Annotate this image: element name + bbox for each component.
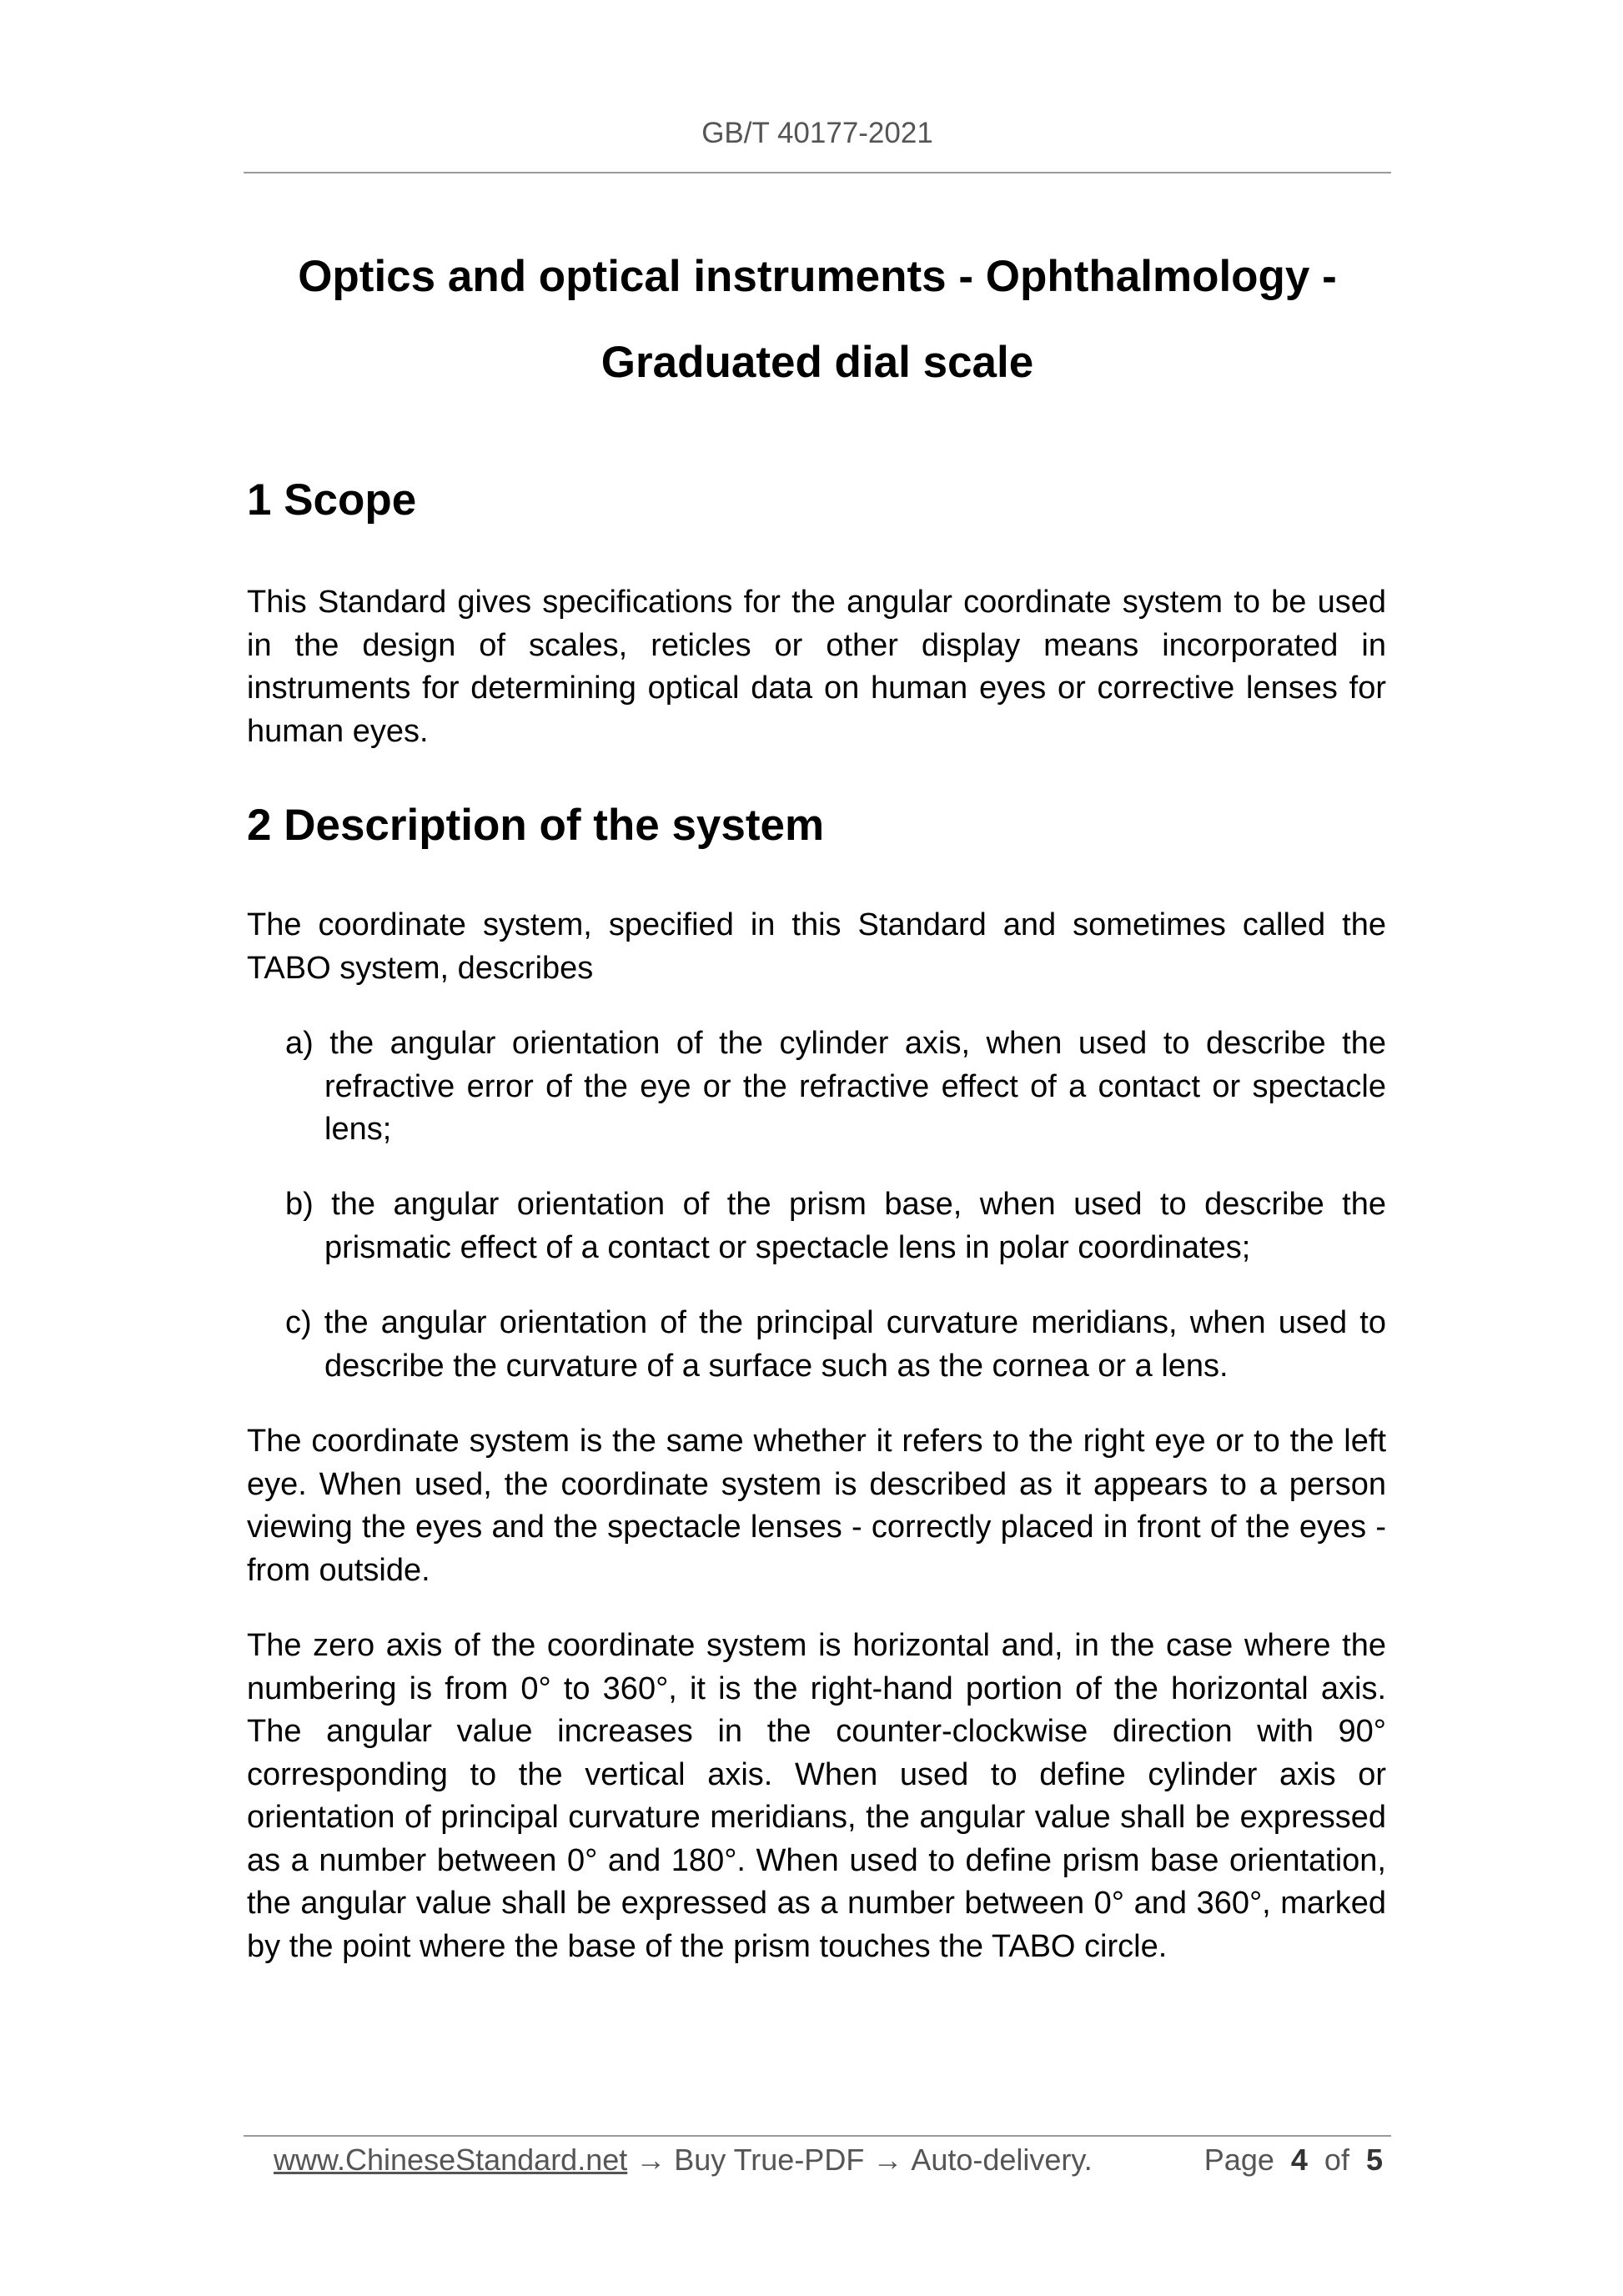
scope-paragraph: This Standard gives specifications for the angular coordinate system to be used in the design of scales, reticles or other display means incorporated in instruments for determining optical data on human eyes or corrective lenses for human eyes. [247,585,1386,749]
title-line-1: Optics and optical instruments - Ophthalmology - [298,252,1337,301]
document-id-header: GB/T 40177-2021 [701,117,933,149]
buy-pdf-text: Buy True-PDF [674,2143,865,2177]
page-total: 5 [1365,2143,1383,2177]
title-line-2: Graduated dial scale [600,338,1034,387]
footer-divider [244,2135,1391,2137]
website-link[interactable]: www.ChineseStandard.net [274,2143,628,2177]
page-number [1204,2138,1383,2182]
list-item-b: b) the angular orientation of the prism base, when used to describe the prismatic effect of a contact or spectacle lens in polar coordinates; [285,1187,1386,1265]
section-heading-scope: 1 Scope [247,475,417,525]
arrow-right-icon: → [636,2143,666,2177]
section-heading-description: 2 Description of the system [247,801,825,850]
page-label: Page [1203,2143,1274,2177]
description-paragraph-2: The coordinate system is the same whether it refers to the right eye or to the left eye. When used, the coordinate system is described as it appears to a person viewing the eyes and the spectacle lenses - correctly placed in front of the eyes - from outside. [247,1424,1386,1588]
description-intro-paragraph: The coordinate system, specified in this Standard and sometimes called the TABO system, describes [247,907,1386,986]
header-divider [244,172,1391,173]
arrow-right-icon: → [872,2143,903,2177]
document-title [244,234,1391,405]
page-of: of [1324,2143,1349,2177]
page-current: 4 [1290,2143,1308,2177]
page-footer [274,2138,1383,2182]
list-item-a: a) the angular orientation of the cylinder axis, when used to describe the refractive error of the eye or the refractive effect of a contact or spectacle lens; [285,1026,1386,1147]
auto-delivery-text: Auto-delivery. [911,2143,1093,2177]
description-paragraph-3: The zero axis of the coordinate system is horizontal and, in the case where the numbering is from 0° to 360°, it is the right-hand portion of the horizontal axis. The angular value increases in the counter-clockwise direction with 90° corresponding to the vertical axis. When used to define cylinder axis or orientation of principal curvature meridians, the angular value shall be expressed as a number between 0° and 180°. When used to define prism base orientation, the angular value shall be expressed as a number between 0° and 360°, marked by the point where the base of the prism touches the TABO circle. [247,1628,1386,1964]
list-item-c: c) the angular orientation of the principal curvature meridians, when used to describe the curvature of a surface such as the cornea or a lens. [285,1305,1386,1384]
